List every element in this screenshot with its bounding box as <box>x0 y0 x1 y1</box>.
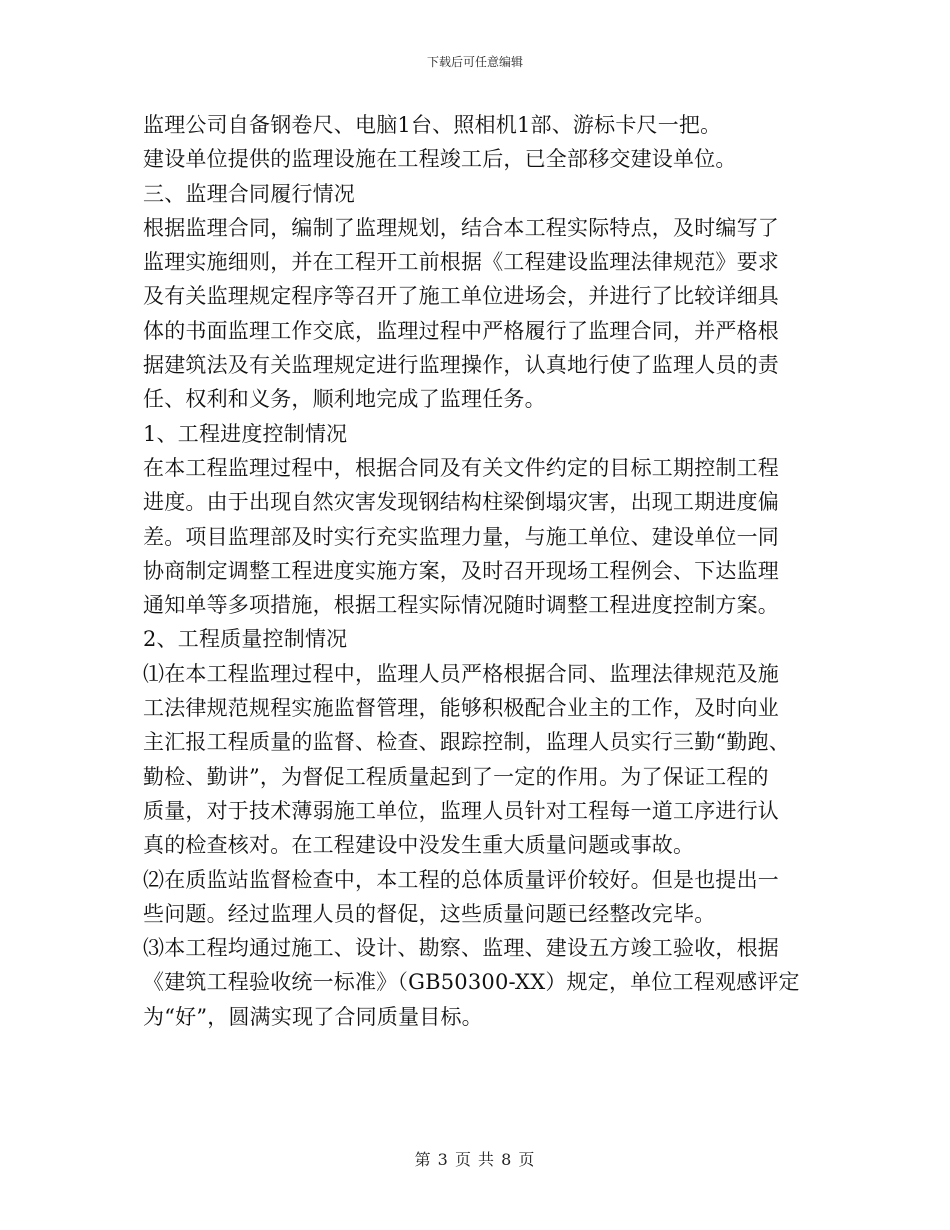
text-line: 根据监理合同，编制了监理规划，结合本工程实际特点，及时编写了 <box>143 215 779 240</box>
text-line: 进度。由于出现自然灾害发现钢结构柱梁倒塌灾害，出现工期进度偏 <box>143 490 779 515</box>
text-line: 协商制定调整工程进度实施方案，及时召开现场工程例会、下达监理 <box>143 558 779 583</box>
text-line: 为“好”，圆满实现了合同质量目标。 <box>143 1004 483 1029</box>
text-line: 据建筑法及有关监理规定进行监理操作，认真地行使了监理人员的责 <box>143 353 779 378</box>
subsection-heading: 1、工程进度控制情况 <box>143 421 348 446</box>
text-line: ⑶本工程均通过施工、设计、勘察、监理、建设五方竣工验收，根据 <box>143 936 779 961</box>
text-line: ⑵在质监站监督检查中，本工程的总体质量评价较好。但是也提出一 <box>143 867 779 892</box>
text-line: 体的书面监理工作交底，监理过程中严格履行了监理合同，并严格根 <box>143 318 779 343</box>
section-heading: 三、监理合同履行情况 <box>143 181 355 206</box>
subsection-heading: 2、工程质量控制情况 <box>143 627 348 652</box>
text-line: 勤检、勤讲”，为督促工程质量起到了一定的作用。为了保证工程的 <box>143 764 769 789</box>
text-line: 监理公司自备钢卷尺、电脑1台、照相机1部、游标卡尺一把。 <box>143 113 722 137</box>
text-line: 在本工程监理过程中，根据合同及有关文件约定的目标工期控制工程 <box>143 455 779 480</box>
text-line: 建设单位提供的监理设施在工程竣工后，已全部移交建设单位。 <box>143 147 737 172</box>
body-text <box>143 108 809 1034</box>
text-line: 及有关监理规定程序等召开了施工单位进场会，并进行了比较详细具 <box>143 284 779 309</box>
text-line: 监理实施细则，并在工程开工前根据《工程建设监理法律规范》要求 <box>143 250 779 275</box>
page-footer: 第 3 页 共 8 页 <box>414 1150 536 1169</box>
text-line: 真的检查核对。在工程建设中没发生重大质量问题或事故。 <box>143 833 695 858</box>
page-header: 下载后可任意编辑 <box>426 55 523 69</box>
text-line: 工法律规范规程实施监督管理，能够积极配合业主的工作，及时向业 <box>143 696 779 721</box>
text-line: 通知单等多项措施，根据工程实际情况随时调整工程进度控制方案。 <box>143 593 779 618</box>
text-line: 质量，对于技术薄弱施工单位，监理人员针对工程每一道工序进行认 <box>143 798 779 823</box>
text-line: ⑴在本工程监理过程中，监理人员严格根据合同、监理法律规范及施 <box>143 661 779 686</box>
text-line: 差。项目监理部及时实行充实监理力量，与施工单位、建设单位一同 <box>143 524 779 549</box>
text-line: 主汇报工程质量的监督、检查、跟踪控制，监理人员实行三勤“勤跑、 <box>143 730 790 755</box>
text-line: 些问题。经过监理人员的督促，这些质量问题已经整改完毕。 <box>143 901 716 926</box>
text-line: 任、权利和义务，顺利地完成了监理任务。 <box>143 387 546 412</box>
text-line: 《建筑工程验收统一标准》（GB50300-XX）规定，单位工程观感评定 <box>143 970 800 995</box>
